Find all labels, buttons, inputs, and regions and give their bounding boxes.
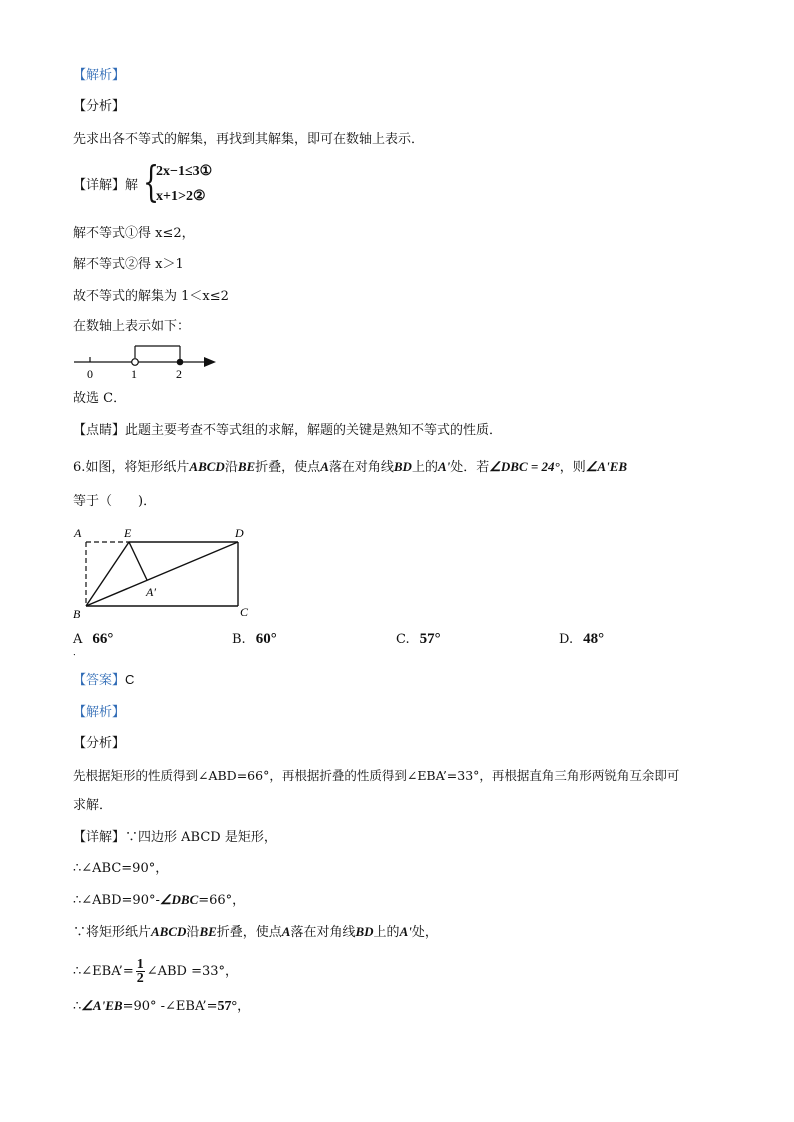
option-b[interactable]: B. 60° xyxy=(232,631,277,647)
a-prime: A' xyxy=(437,459,451,474)
label-B: B xyxy=(73,607,81,621)
stem-f: 处．若 xyxy=(450,460,490,475)
bd: BD xyxy=(393,459,412,474)
q6-detail-4: ∵将矩形纸片ABCD沿BE折叠，使点A落在对角线BD上的A'处， xyxy=(73,924,438,940)
stem-d: 落在对角线 xyxy=(328,460,394,475)
q6-stem-end: 等于（ )． xyxy=(73,494,157,509)
q5-step-1: 解不等式①得 x≤2， xyxy=(73,226,195,241)
fraction-half: $\frac{1}{2}$ xyxy=(136,957,144,986)
q6-fenxi-heading: 【分析】 xyxy=(73,736,126,751)
q5-step-3: 故不等式的解集为 1＜x≤2 xyxy=(73,289,229,304)
label-A-prime: A′ xyxy=(146,585,156,599)
q5-jiexi-heading: 【解析】 xyxy=(73,67,126,82)
answer-value: C xyxy=(125,672,135,687)
option-c[interactable]: C. 57° xyxy=(396,631,441,647)
angle-condition: ∠DBC = 24° xyxy=(489,459,560,474)
q6-detail-5: ∴∠EBA’= $\frac{1}{2}$ ∠ABD =33°， xyxy=(73,957,239,986)
q6-fenxi-line-1: 先根据矩形的性质得到∠ABD=66°，再根据折叠的性质得到∠EBA’=33°，再根据直角三角形两锐角互余即可 xyxy=(73,768,680,783)
label-C: C xyxy=(240,605,249,619)
inequality-brace: { xyxy=(143,157,160,206)
label-E: E xyxy=(124,526,132,540)
q6-fenxi-line-2: 求解． xyxy=(73,798,113,813)
stem-g: ，则 xyxy=(559,460,586,475)
inequality-2: x+1>2② xyxy=(156,189,206,204)
angle-ask: ∠A'EB xyxy=(585,459,628,474)
axis-tick-1: 1 xyxy=(131,367,137,381)
inequality-1: 2x−1≤3① xyxy=(156,164,213,179)
q5-fenxi-text: 先求出各不等式的解集，再找到其解集，即可在数轴上表示． xyxy=(73,132,425,147)
q5-step-4: 在数轴上表示如下： xyxy=(73,319,191,334)
q5-detail-label: 【详解】解 xyxy=(73,178,139,193)
stem-b: 沿 xyxy=(224,460,238,475)
q6-answer: 【答案】C xyxy=(73,672,135,687)
rectangle-fold-figure xyxy=(66,522,266,622)
axis-tick-0: 0 xyxy=(87,367,93,381)
q6-detail-2: ∴∠ABC=90°， xyxy=(73,861,169,876)
number-line-figure xyxy=(70,340,230,382)
q6-stem xyxy=(73,458,627,477)
q6-jiexi-heading: 【解析】 xyxy=(73,704,126,719)
option-d[interactable]: D. 48° xyxy=(559,631,605,647)
q5-fenxi-heading: 【分析】 xyxy=(73,99,126,114)
abcd: ABCD xyxy=(189,459,225,474)
label-A: A xyxy=(74,526,82,540)
q5-dianjing: 【点睛】此题主要考查不等式组的求解，解题的关键是熟知不等式的性质． xyxy=(73,423,503,438)
point-a: A xyxy=(320,459,329,474)
label-D: D xyxy=(235,526,244,540)
q6-detail-1: 【详解】∵四边形 ABCD 是矩形， xyxy=(73,830,277,845)
q5-choose: 故选 C． xyxy=(73,391,127,406)
q6-detail-3: ∴∠ABD=90°-∠DBC=66°， xyxy=(73,892,246,908)
stem-c: 折叠，使点 xyxy=(255,460,321,475)
option-a[interactable]: A 66° xyxy=(73,631,114,647)
q5-step-2: 解不等式②得 x＞1 xyxy=(73,257,184,272)
be: BE xyxy=(237,459,256,474)
stray-dot: ． xyxy=(73,648,83,658)
open-point xyxy=(132,359,139,366)
stem-e: 上的 xyxy=(411,460,438,475)
stem-a: 6.如图，将矩形纸片 xyxy=(73,460,190,475)
q6-detail-6: ∴∠A'EB=90° -∠EBA’=57°， xyxy=(73,998,251,1014)
axis-tick-2: 2 xyxy=(176,367,182,381)
closed-point xyxy=(177,359,184,366)
